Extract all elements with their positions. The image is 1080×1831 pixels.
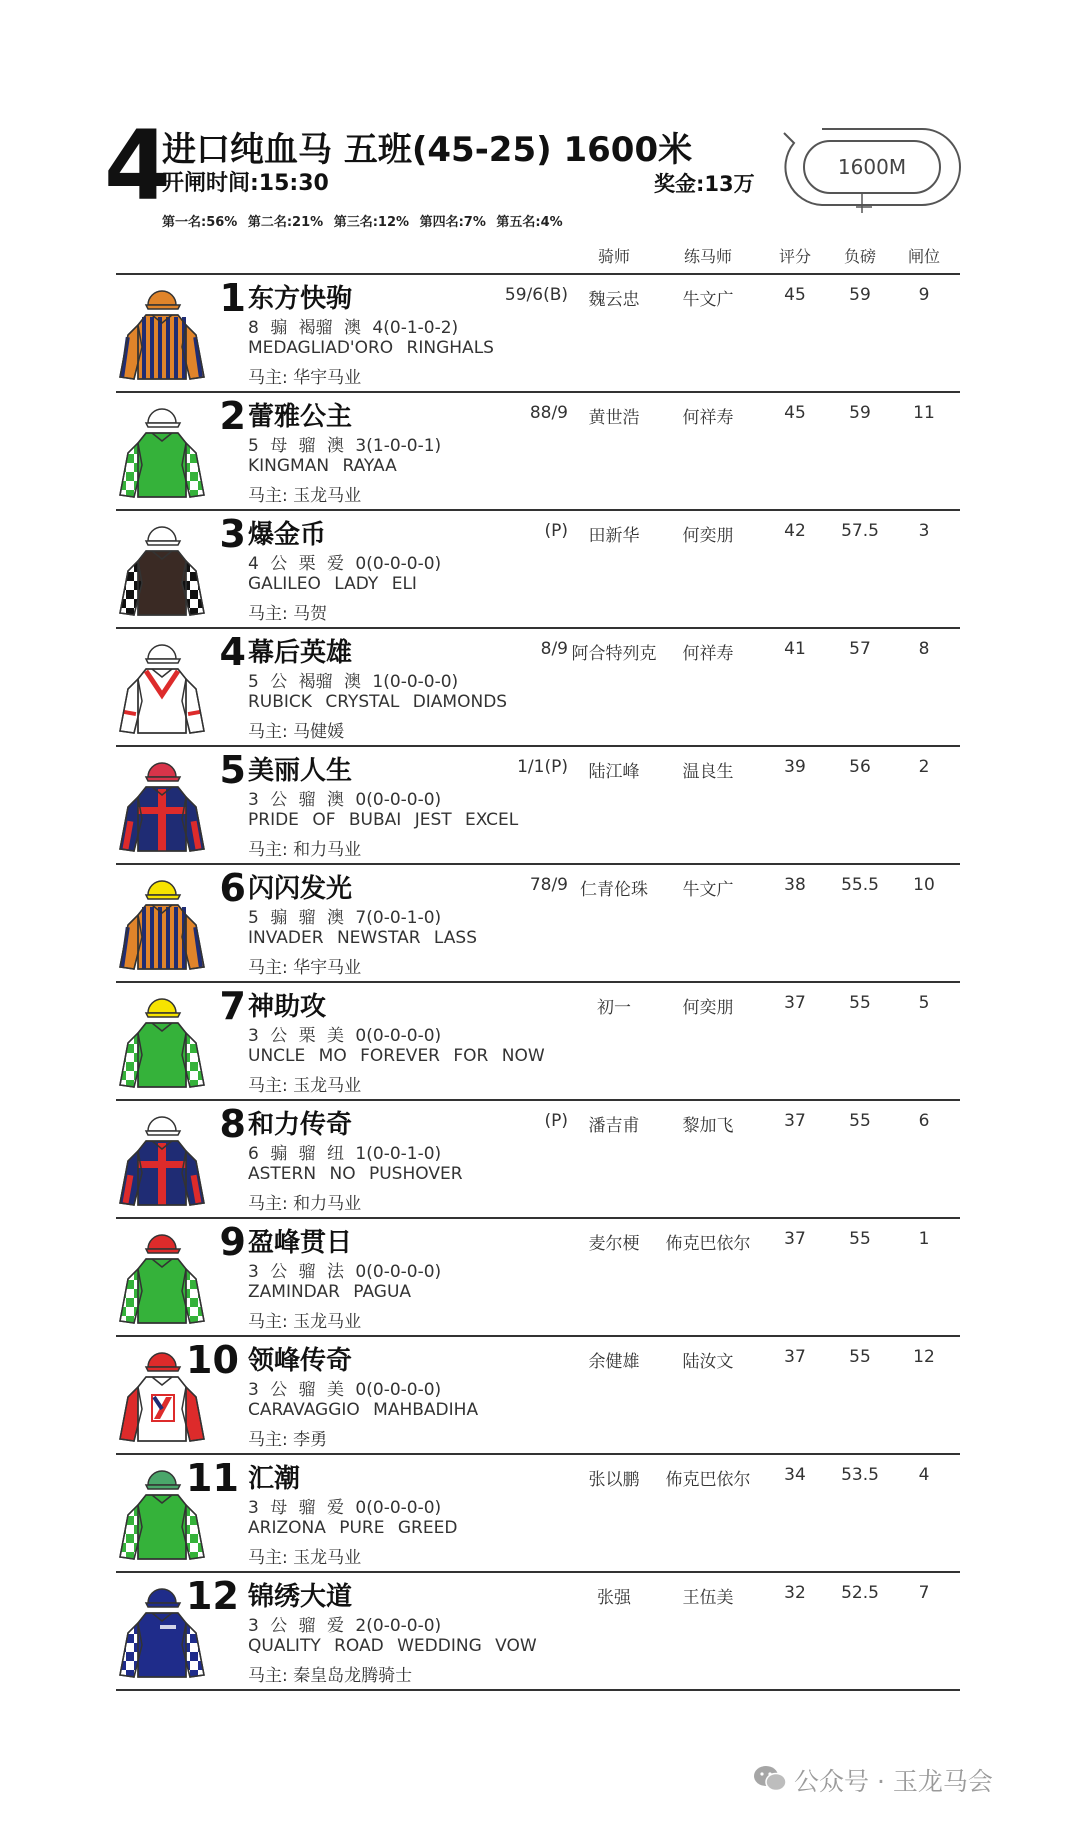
weight-value: 55	[849, 1347, 871, 1367]
rating-value: 38	[784, 875, 806, 895]
track-icon	[782, 123, 962, 213]
silk-wrapper	[116, 985, 208, 1095]
silk-wrapper	[116, 277, 208, 387]
horse-info: 5 公 褐骝 澳 1(0-0-0-0)	[248, 672, 459, 692]
entry-row	[0, 865, 1080, 983]
stat-fifth: 第五名:4%	[496, 215, 563, 230]
trainer-name: 陆汝文	[682, 1352, 734, 1372]
weight-value: 53.5	[841, 1465, 879, 1485]
jockey-name: 麦尔梗	[588, 1234, 640, 1254]
weight-value: 57.5	[841, 521, 879, 541]
silk-wrapper	[116, 749, 208, 859]
jockey-name: 魏云忠	[588, 290, 640, 310]
jockey-name: 张强	[597, 1588, 631, 1608]
draw-value: 4	[918, 1465, 930, 1485]
horse-owner: 马主: 马贺	[248, 604, 328, 624]
track-distance: 1600M	[837, 155, 907, 179]
horse-name: 东方快驹	[248, 284, 353, 314]
horse-name: 汇潮	[248, 1464, 301, 1494]
horse-pedigree: GALILEO LADY ELI	[248, 574, 417, 594]
draw-value: 12	[913, 1347, 935, 1367]
header-weight: 负磅	[843, 247, 876, 266]
horse-odds: 78/9	[529, 875, 568, 895]
rating-value: 45	[784, 403, 806, 423]
entry-row	[0, 393, 1080, 511]
silk-wrapper	[116, 1221, 208, 1331]
horse-odds: 88/9	[529, 403, 568, 423]
entry-number: 4	[219, 630, 246, 674]
entry-row	[0, 1455, 1080, 1573]
entry-row	[0, 983, 1080, 1101]
horse-odds: 1/1(P)	[517, 757, 568, 777]
horse-owner: 马主: 玉龙马业	[248, 1312, 362, 1332]
horse-pedigree: PRIDE OF BUBAI JEST EXCEL	[248, 810, 519, 830]
silk-wrapper	[116, 395, 208, 505]
silk-wrapper	[116, 1103, 208, 1213]
weight-value: 55.5	[841, 875, 879, 895]
weight-value: 56	[849, 757, 871, 777]
silk-wrapper	[116, 513, 208, 623]
weight-value: 55	[849, 993, 871, 1013]
stat-first: 第一名:56%	[162, 215, 238, 230]
jockey-name: 阿合特列克	[571, 644, 657, 664]
horse-info: 6 骟 骝 纽 1(0-0-1-0)	[248, 1144, 442, 1164]
jockey-silk-icon	[116, 749, 208, 857]
stat-second: 第二名:21%	[247, 215, 324, 230]
jockey-silk-icon	[116, 867, 208, 975]
horse-owner: 马主: 玉龙马业	[248, 1076, 362, 1096]
trainer-name: 何祥寿	[682, 408, 734, 428]
trainer-name: 牛文广	[682, 290, 734, 310]
stat-fourth: 第四名:7%	[419, 215, 486, 230]
horse-info: 4 公 栗 爱 0(0-0-0-0)	[248, 554, 442, 574]
horse-owner: 马主: 华宇马业	[248, 958, 362, 978]
entry-number: 11	[186, 1456, 239, 1500]
jockey-silk-icon	[116, 1221, 208, 1329]
horse-pedigree: UNCLE MO FOREVER FOR NOW	[248, 1046, 545, 1066]
rating-value: 45	[784, 285, 806, 305]
jockey-name: 余健雄	[588, 1352, 640, 1372]
jockey-name: 张以鹏	[588, 1470, 640, 1490]
rating-value: 37	[784, 993, 806, 1013]
stat-third: 第三名:12%	[333, 215, 410, 230]
jockey-name: 初一	[597, 998, 631, 1018]
horse-odds: 8/9	[540, 639, 568, 659]
header-draw: 闸位	[907, 247, 940, 266]
entry-row	[0, 1101, 1080, 1219]
weight-value: 57	[849, 639, 871, 659]
horse-pedigree: CARAVAGGIO MAHBADIHA	[248, 1400, 479, 1420]
draw-value: 2	[918, 757, 930, 777]
rating-value: 42	[784, 521, 806, 541]
horse-name: 盈峰贯日	[248, 1228, 353, 1258]
horse-owner: 马主: 秦皇岛龙腾骑士	[248, 1666, 413, 1686]
horse-odds: (P)	[544, 1111, 568, 1131]
horse-owner: 马主: 玉龙马业	[248, 1548, 362, 1568]
draw-value: 7	[918, 1583, 930, 1603]
draw-value: 5	[918, 993, 930, 1013]
jockey-name: 陆江峰	[588, 762, 640, 782]
horse-pedigree: QUALITY ROAD WEDDING VOW	[248, 1636, 537, 1656]
draw-value: 9	[918, 285, 930, 305]
horse-pedigree: INVADER NEWSTAR LASS	[248, 928, 477, 948]
horse-owner: 马主: 华宇马业	[248, 368, 362, 388]
draw-value: 3	[918, 521, 930, 541]
entry-number: 1	[219, 276, 246, 320]
horse-name: 蕾雅公主	[248, 402, 353, 432]
entry-number: 9	[219, 1220, 246, 1264]
trainer-name: 何祥寿	[682, 644, 734, 664]
horse-pedigree: ZAMINDAR PAGUA	[248, 1282, 412, 1302]
weight-value: 59	[849, 285, 871, 305]
jockey-silk-icon	[116, 277, 208, 385]
horse-pedigree: ASTERN NO PUSHOVER	[248, 1164, 463, 1184]
entry-number: 7	[219, 984, 246, 1028]
horse-name: 和力传奇	[248, 1110, 353, 1140]
entry-row	[0, 1573, 1080, 1691]
jockey-name: 田新华	[588, 526, 640, 546]
rating-value: 37	[784, 1229, 806, 1249]
draw-value: 8	[918, 639, 930, 659]
trainer-name: 何奕朋	[682, 526, 734, 546]
horse-info: 3 公 栗 美 0(0-0-0-0)	[248, 1026, 442, 1046]
horse-owner: 马主: 玉龙马业	[248, 486, 362, 506]
horse-info: 8 骟 褐骝 澳 4(0-1-0-2)	[248, 318, 459, 338]
header-jockey: 骑师	[597, 247, 630, 266]
rating-value: 37	[784, 1111, 806, 1131]
trainer-name: 佈克巴依尔	[665, 1470, 751, 1490]
weight-value: 55	[849, 1111, 871, 1131]
horse-odds: 59/6(B)	[504, 285, 568, 305]
horse-owner: 马主: 和力马业	[248, 1194, 362, 1214]
entry-number: 5	[219, 748, 246, 792]
weight-value: 59	[849, 403, 871, 423]
horse-pedigree: ARIZONA PURE GREED	[248, 1518, 458, 1538]
silk-wrapper	[116, 631, 208, 741]
horse-owner: 马主: 马健媛	[248, 722, 345, 742]
entry-row	[0, 1337, 1080, 1455]
horse-info: 3 公 骝 法 0(0-0-0-0)	[248, 1262, 442, 1282]
rating-value: 37	[784, 1347, 806, 1367]
horse-info: 3 公 骝 爱 2(0-0-0-0)	[248, 1616, 442, 1636]
silk-wrapper	[116, 867, 208, 977]
rating-value: 41	[784, 639, 806, 659]
horse-name: 美丽人生	[248, 756, 353, 786]
prize-money: 奖金:13万	[654, 172, 755, 196]
entry-number: 3	[219, 512, 246, 556]
entry-row	[0, 629, 1080, 747]
draw-value: 1	[918, 1229, 930, 1249]
trainer-name: 牛文广	[682, 880, 734, 900]
horse-name: 爆金币	[248, 520, 327, 550]
entry-number: 6	[219, 866, 246, 910]
header-trainer: 练马师	[683, 247, 732, 266]
trainer-name: 温良生	[682, 762, 734, 782]
jockey-silk-icon	[116, 1103, 208, 1211]
horse-info: 5 母 骝 澳 3(1-0-0-1)	[248, 436, 442, 456]
horse-pedigree: RUBICK CRYSTAL DIAMONDS	[248, 692, 508, 712]
jockey-name: 潘吉甫	[588, 1116, 640, 1136]
weight-value: 55	[849, 1229, 871, 1249]
horse-name: 闪闪发光	[248, 874, 353, 904]
header-rating: 评分	[778, 247, 811, 266]
jockey-silk-icon	[116, 513, 208, 621]
horse-info: 3 公 骝 美 0(0-0-0-0)	[248, 1380, 442, 1400]
jockey-silk-icon	[116, 985, 208, 1093]
entry-row	[0, 511, 1080, 629]
entry-number: 12	[186, 1574, 239, 1618]
horse-name: 领峰传奇	[248, 1346, 353, 1376]
watermark: 公众号 · 玉龙马会	[794, 1767, 993, 1796]
jockey-silk-icon	[116, 631, 208, 739]
draw-value: 11	[913, 403, 935, 423]
horse-info: 3 公 骝 澳 0(0-0-0-0)	[248, 790, 442, 810]
trainer-name: 何奕朋	[682, 998, 734, 1018]
weight-value: 52.5	[841, 1583, 879, 1603]
entry-number: 8	[219, 1102, 246, 1146]
race-number: 4	[104, 110, 171, 222]
start-time: 开闸时间:15:30	[162, 171, 329, 196]
draw-value: 10	[913, 875, 935, 895]
entry-row	[0, 275, 1080, 393]
horse-info: 3 母 骝 爱 0(0-0-0-0)	[248, 1498, 442, 1518]
horse-pedigree: MEDAGLIAD'ORO RINGHALS	[248, 338, 494, 358]
entry-row	[0, 747, 1080, 865]
race-title: 进口纯血马 五班(45-25) 1600米	[162, 130, 693, 170]
trainer-name: 佈克巴依尔	[665, 1234, 751, 1254]
horse-info: 5 骟 骝 澳 7(0-0-1-0)	[248, 908, 442, 928]
entry-row	[0, 1219, 1080, 1337]
rating-value: 32	[784, 1583, 806, 1603]
horse-odds: (P)	[544, 521, 568, 541]
horse-owner: 马主: 和力马业	[248, 840, 362, 860]
wechat-icon	[752, 1764, 788, 1794]
horse-name: 神助攻	[248, 992, 327, 1022]
jockey-name: 仁青伦珠	[580, 880, 648, 900]
horse-owner: 马主: 李勇	[248, 1430, 328, 1450]
entry-number: 10	[186, 1338, 239, 1382]
jockey-name: 黄世浩	[588, 408, 640, 428]
place-stats	[162, 211, 569, 230]
trainer-name: 黎加飞	[682, 1116, 734, 1136]
trainer-name: 王伍美	[682, 1588, 734, 1608]
rating-value: 39	[784, 757, 806, 777]
jockey-silk-icon	[116, 395, 208, 503]
horse-name: 幕后英雄	[248, 638, 353, 668]
horse-pedigree: KINGMAN RAYAA	[248, 456, 397, 476]
horse-name: 锦绣大道	[248, 1582, 353, 1612]
draw-value: 6	[918, 1111, 930, 1131]
rating-value: 34	[784, 1465, 806, 1485]
entry-number: 2	[219, 394, 246, 438]
